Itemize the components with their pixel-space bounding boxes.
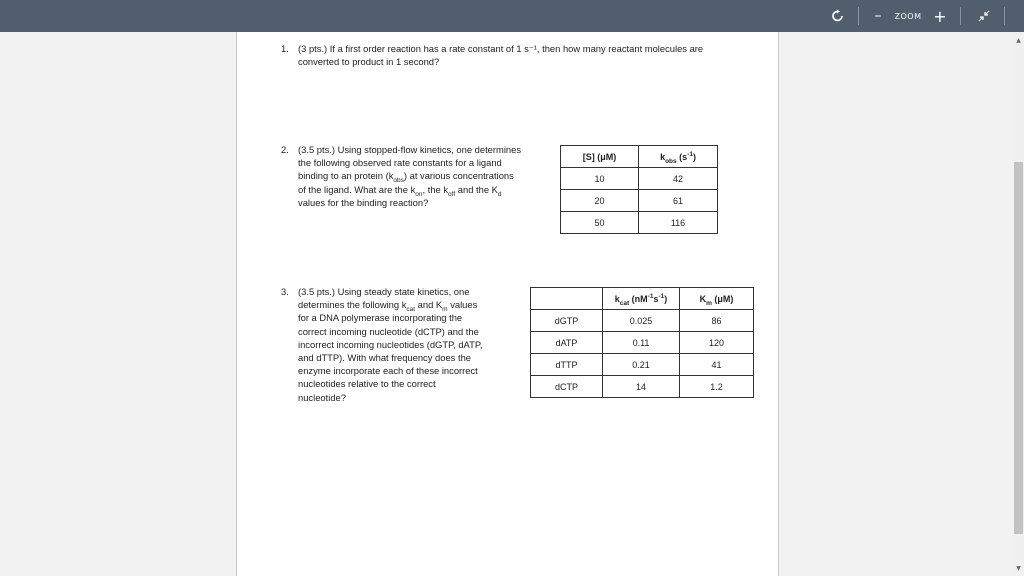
text-run: of the ligand. What are the k bbox=[298, 183, 416, 195]
column-header-kobs bbox=[639, 146, 718, 168]
table-row bbox=[561, 212, 718, 234]
superscript: -1 bbox=[687, 150, 693, 158]
toolbar-separator bbox=[1004, 7, 1005, 25]
header-text: K bbox=[699, 293, 707, 304]
scroll-up-icon[interactable]: ▲ bbox=[1016, 36, 1021, 44]
toolbar-separator bbox=[960, 7, 961, 25]
superscript: -1 bbox=[658, 292, 665, 300]
column-header-km bbox=[680, 288, 754, 310]
header-text: ) bbox=[692, 151, 696, 162]
question-line: the following observed rate constants for a ligand bbox=[298, 157, 502, 169]
column-header-concentration: [S] (μM) bbox=[561, 146, 639, 168]
question-line bbox=[298, 298, 482, 314]
table-cell: 0.025 bbox=[603, 310, 680, 332]
text-run: binding to an protein (k bbox=[298, 170, 394, 182]
subscript: m bbox=[442, 306, 448, 314]
table-cell: 120 bbox=[680, 332, 754, 354]
table-cell: 41 bbox=[680, 354, 754, 376]
text-run: , the k bbox=[422, 183, 449, 195]
table-cell: dGTP bbox=[531, 310, 603, 332]
table-cell: 61 bbox=[639, 190, 718, 212]
table-header-row bbox=[531, 288, 754, 310]
table-header-row bbox=[561, 146, 718, 168]
collapse-icon bbox=[978, 10, 990, 22]
question-line: nucleotides relative to the correct bbox=[298, 378, 436, 390]
table-row bbox=[531, 376, 754, 398]
table-row bbox=[561, 168, 718, 190]
exit-fullscreen-button[interactable] bbox=[972, 0, 996, 32]
question-line: (3.5 pts.) Using steady state kinetics, one bbox=[298, 286, 470, 297]
question-line: enzyme incorporate each of these incorrect bbox=[298, 365, 478, 377]
question-line: correct incoming nucleotide (dCTP) and the bbox=[298, 325, 479, 337]
table-cell: 0.11 bbox=[603, 332, 680, 354]
question-number: 1. bbox=[281, 43, 289, 54]
document-page bbox=[236, 32, 779, 576]
zoom-out-button[interactable]: – bbox=[874, 8, 882, 24]
question-line: (3.5 pts.) Using stopped-flow kinetics, one determines bbox=[298, 144, 522, 155]
table-cell: 0.21 bbox=[603, 354, 680, 376]
header-text: (s bbox=[676, 151, 688, 162]
text-run: and the K bbox=[455, 183, 498, 195]
table-row bbox=[531, 354, 754, 376]
question-text bbox=[298, 285, 482, 404]
header-text: k bbox=[614, 293, 620, 304]
table-cell: 116 bbox=[639, 212, 718, 234]
table-row bbox=[561, 190, 718, 212]
zoom-in-button[interactable]: + bbox=[933, 6, 947, 26]
text-run: values bbox=[447, 299, 478, 311]
table-row bbox=[531, 310, 754, 332]
polymerase-kinetics-table bbox=[530, 287, 754, 398]
column-header-kcat bbox=[603, 288, 680, 310]
question-line bbox=[298, 183, 521, 196]
subscript: cat bbox=[619, 299, 630, 307]
subscript: off bbox=[448, 190, 456, 198]
table-cell: 14 bbox=[603, 376, 680, 398]
question-line: for a DNA polymerase incorporating the bbox=[298, 312, 463, 324]
table-cell: 1.2 bbox=[680, 376, 754, 398]
table-cell: dATP bbox=[531, 332, 603, 354]
header-text: (μM) bbox=[711, 293, 734, 304]
question-text bbox=[298, 42, 703, 68]
scroll-down-icon[interactable]: ▼ bbox=[1016, 564, 1021, 572]
question-line: converted to product in 1 second? bbox=[298, 56, 440, 68]
table-cell: 86 bbox=[680, 310, 754, 332]
scrollbar-thumb[interactable] bbox=[1014, 162, 1023, 534]
subscript: d bbox=[497, 190, 502, 198]
table-cell: dCTP bbox=[531, 376, 603, 398]
subscript: obs bbox=[665, 157, 677, 165]
viewer-toolbar bbox=[0, 0, 1024, 32]
header-text: s bbox=[653, 293, 659, 304]
subscript: obs bbox=[393, 177, 404, 185]
question-line: values for the binding reaction? bbox=[298, 196, 429, 208]
question-line: (3 pts.) If a first order reaction has a rate constant of 1 s⁻¹, then how many reactant molecules are bbox=[298, 43, 704, 54]
subscript: on bbox=[415, 190, 423, 198]
question-number: 3. bbox=[281, 286, 289, 297]
question-line: incorrect incoming nucleotides (dGTP, dATP, bbox=[298, 338, 483, 350]
table-cell: 50 bbox=[561, 212, 639, 234]
rotate-icon bbox=[831, 9, 845, 23]
question-text bbox=[298, 143, 521, 209]
text-run: determines the following k bbox=[298, 299, 407, 311]
table-cell: dTTP bbox=[531, 354, 603, 376]
question-number: 2. bbox=[281, 144, 289, 155]
header-text: (nM bbox=[629, 293, 648, 304]
table-cell: 10 bbox=[561, 168, 639, 190]
rotate-button[interactable] bbox=[826, 0, 850, 32]
header-text: ) bbox=[664, 293, 668, 304]
binding-rates-table bbox=[560, 145, 718, 234]
subscript: m bbox=[706, 299, 712, 307]
text-run: ) at various concentrations bbox=[403, 170, 514, 182]
superscript: -1 bbox=[647, 292, 654, 300]
table-row bbox=[531, 332, 754, 354]
subscript: cat bbox=[406, 306, 416, 314]
header-text: k bbox=[660, 151, 666, 162]
zoom-label: ZOOM bbox=[894, 11, 922, 21]
vertical-scrollbar[interactable] bbox=[1013, 32, 1024, 576]
table-cell: 42 bbox=[639, 168, 718, 190]
toolbar-separator bbox=[858, 7, 859, 25]
question-line bbox=[298, 169, 521, 185]
text-run: and K bbox=[415, 299, 443, 311]
table-cell: 20 bbox=[561, 190, 639, 212]
question-line: nucleotide? bbox=[298, 391, 346, 403]
column-header-nucleotide bbox=[531, 288, 603, 310]
question-line: and dTTP). With what frequency does the bbox=[298, 352, 472, 364]
